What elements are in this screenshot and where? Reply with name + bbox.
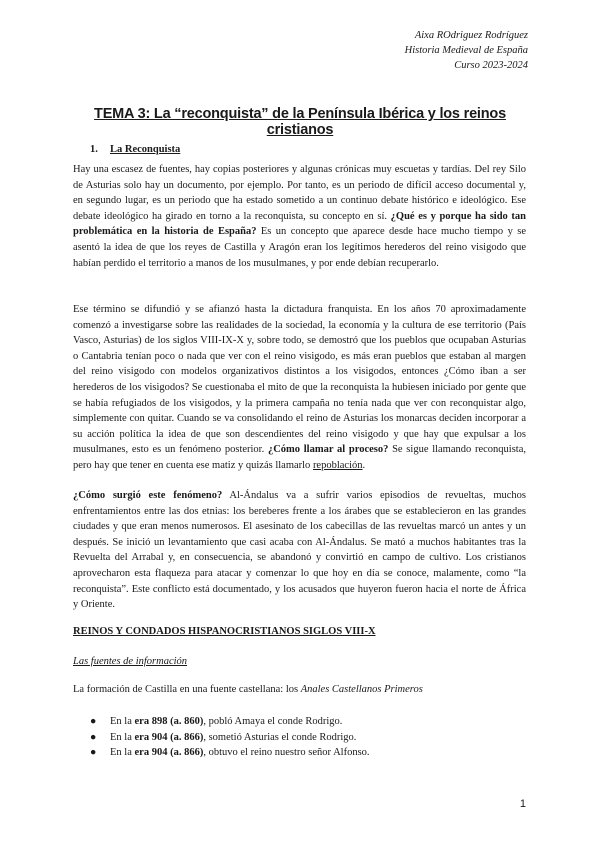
repoblacion-term: repoblación (312, 459, 363, 471)
paragraph-1-text-b: Es un concepto que aparece desde hace mucho tiempo y se asentó la idea de que los reyes de Castilla y Aragón eran los legítimos herederos del reino visigodo que habían perdido el territorio a manos de los musulmanes, y por ende debían recuperarlo. (73, 226, 526, 269)
list-item-era: era 904 (a. 866) (134, 747, 204, 759)
section-heading-reinos: REINOS Y CONDADOS HISPANOCRISTIANOS SIGLOS VIII-X (73, 626, 376, 637)
list-item-post: , sometió Asturias el conde Rodrigo. (203, 731, 357, 743)
list-item-post: , obtuvo el reino nuestro señor Alfonso. (203, 747, 370, 759)
paragraph-1-text-a: Hay una escasez de fuentes, hay copias posteriores y algunas crónicas muy escuetas y tardías. Del rey Silo de Asturias solo hay un documento, por ejemplo. Por tanto, es un periodo de difícil acceso documental y, en segundo lugar, es un periodo que ha estado sometido a un continuo debate histórico e ideológico. Ese debate ideológico ha girado en torno a la reconquista, su concepto en sí. (73, 164, 526, 222)
page-number: 1 (519, 798, 526, 810)
paragraph-2-text-c: . (362, 459, 366, 471)
subsection-heading-fuentes: Las fuentes de información (73, 656, 188, 667)
page-header (405, 28, 528, 73)
section-label: La Reconquista (110, 144, 181, 155)
author-name: Aixa ROdriguez Rodríguez (414, 30, 528, 41)
paragraph-2 (73, 302, 526, 474)
bullet-icon: ● (90, 716, 97, 727)
paragraph-2-text-a: Ese término se difundió y se afianzó hasta la dictadura franquista. En los años 70 aproximadamente comenzó a investigarse sobre las realidades de la sociedad, la economía y la cultura de ese territorio (País Vasco, Asturias) de los siglos VIII-IX-X y, sobre todo, se demostró que los pueblos que ocupaban Asturias o Cantabria tenían poco o nada que ver con el reino visigodo, es más eran pueblos que estaban al margen del reino visigodo con modelos organizativos distintos a los visigodos, entonces ¿Cómo iban a ser herederos de los visigodos? Se cuestionaba el mito de que la reconquista la hubiesen iniciado por gente que se había refugiados de los visigodos, y la primera campaña no tenía nada que ver con reconquistar algo, simplemente con quitar. Cuando se va consolidando el reino de Asturias los monarcas deciden incorporar a su acción política la idea de que son descendientes del reino visigodo y que hay que expulsar a los musulmanes, esto es un fenómeno posterior. (73, 304, 526, 456)
paragraph-2-text-b: Se sigue llamando reconquista, pero hay que tener en cuenta ese matiz y quizás llamarlo (73, 444, 527, 471)
paragraph-3 (73, 488, 526, 613)
paragraph-1-question: ¿Qué es y porque ha sido tan problemática en la historia de España? (73, 210, 526, 238)
bullet-icon: ● (90, 731, 97, 743)
list-item-post: , pobló Amaya el conde Rodrigo. (203, 716, 343, 727)
list-item-pre: En la (110, 716, 135, 727)
list-item-pre: En la (110, 747, 135, 759)
section-number: 1. (90, 144, 98, 155)
section-heading-reconquista (90, 144, 180, 155)
sources-intro-text: La formación de Castilla en una fuente castellana: los (73, 684, 301, 695)
paragraph-3-text: Al-Ándalus va a sufrir varios episodios de revueltas, muchos enfrentamientos entre las dos etnias: los bereberes frente a los árabes que se establecieron en las grandes ciudades y que eran menos numerosos. El asesinato de los cabecillas de las revueltas marcó un antes y un después. Se inició un levantamiento que casi acaba con Al-Ándalus. Se mató a muchos habitantes tras la Revuelta del Arrabal y, en consecuencia, se abandonó y convirtió en campo de cultivo. Los cristianos aprovecharon esta flaqueza para atacar y comenzar lo que hoy en día se conoce, malamente, como “la reconquista”. Este conflicto está documentado, y los acusados que huyeron fueron hacia el norte de África y Oriente. (73, 490, 527, 611)
document-title (70, 106, 530, 138)
document-title-text: TEMA 3: La “reconquista” de la Península Ibérica y los reinos cristianos (94, 106, 506, 138)
list-item-pre: En la (110, 731, 135, 743)
paragraph-2-question: ¿Cómo llamar al proceso? (267, 444, 389, 456)
sources-title: Anales Castellanos Primeros (300, 684, 423, 695)
list-item-era: era 898 (a. 860) (134, 716, 204, 727)
list-item (90, 714, 370, 730)
paragraph-3-question: ¿Cómo surgió este fenómeno? (73, 490, 223, 501)
list-item (90, 730, 370, 746)
sources-intro (73, 684, 423, 695)
course-name: Historia Medieval de España (404, 45, 528, 56)
list-item (90, 745, 370, 761)
course-year: Curso 2023-2024 (454, 60, 528, 71)
bullet-icon: ● (90, 747, 97, 759)
annals-list (90, 714, 370, 761)
paragraph-1 (73, 162, 526, 271)
list-item-era: era 904 (a. 866) (134, 731, 204, 743)
